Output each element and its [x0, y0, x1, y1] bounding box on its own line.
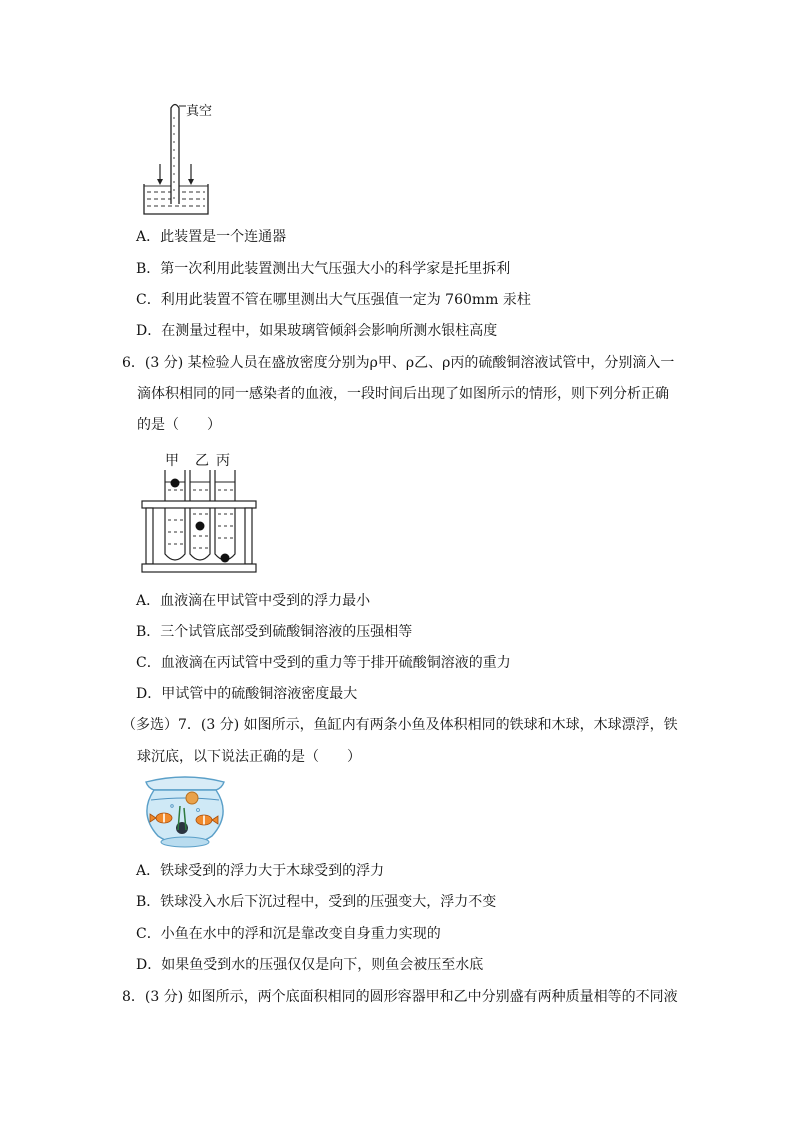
tube-label-yi: 乙 [195, 453, 209, 469]
q7-stem-line2: 球沉底，以下说法正确的是（ ） [137, 749, 361, 765]
q5-option-d: D．在测量过程中，如果玻璃管倾斜会影响所测水银柱高度 [136, 323, 498, 339]
fish-tank-figure [142, 774, 228, 850]
tube-label-jia: 甲 [165, 453, 179, 469]
q6-option-d: D．甲试管中的硫酸铜溶液密度最大 [136, 686, 358, 702]
q6-stem-line3: 的是（ ） [137, 417, 221, 433]
tube-label-bing: 丙 [216, 453, 230, 469]
q6-option-a: A．血液滴在甲试管中受到的浮力最小 [136, 593, 371, 609]
q6-stem-line1: 6．(3 分) 某检验人员在盛放密度分别为ρ甲、ρ乙、ρ丙的硫酸铜溶液试管中，分别滴入一 [122, 355, 675, 371]
q5-option-a: A．此装置是一个连通器 [136, 229, 287, 245]
q7-stem-line1: （多选）7．(3 分) 如图所示，鱼缸内有两条小鱼及体积相同的铁球和木球，木球漂浮，铁 [122, 717, 678, 733]
q7-option-d: D．如果鱼受到水的压强仅仅是向下，则鱼会被压至水底 [136, 957, 484, 973]
test-tube-rack-figure [140, 468, 260, 578]
q8-stem-line1: 8．(3 分) 如图所示，两个底面积相同的圆形容器甲和乙中分别盛有两种质量相等的不同液 [122, 989, 678, 1005]
q7-option-b: B．铁球没入水后下沉过程中，受到的压强变大，浮力不变 [136, 894, 497, 910]
torricelli-apparatus-figure [138, 96, 228, 218]
q6-stem-line2: 滴体积相同的同一感染者的血液，一段时间后出现了如图所示的情形，则下列分析正确 [137, 386, 669, 402]
q6-option-c: C．血液滴在丙试管中受到的重力等于排开硫酸铜溶液的重力 [136, 655, 511, 671]
q7-option-a: A．铁球受到的浮力大于木球受到的浮力 [136, 863, 385, 879]
q5-option-b: B．第一次利用此装置测出大气压强大小的科学家是托里拆利 [136, 261, 511, 277]
q5-option-c: C．利用此装置不管在哪里测出大气压强值一定为 760mm 汞柱 [136, 292, 531, 308]
q6-option-b: B．三个试管底部受到硫酸铜溶液的压强相等 [136, 624, 413, 640]
q7-option-c: C．小鱼在水中的浮和沉是靠改变自身重力实现的 [136, 926, 441, 942]
vacuum-label: 真空 [186, 104, 213, 119]
